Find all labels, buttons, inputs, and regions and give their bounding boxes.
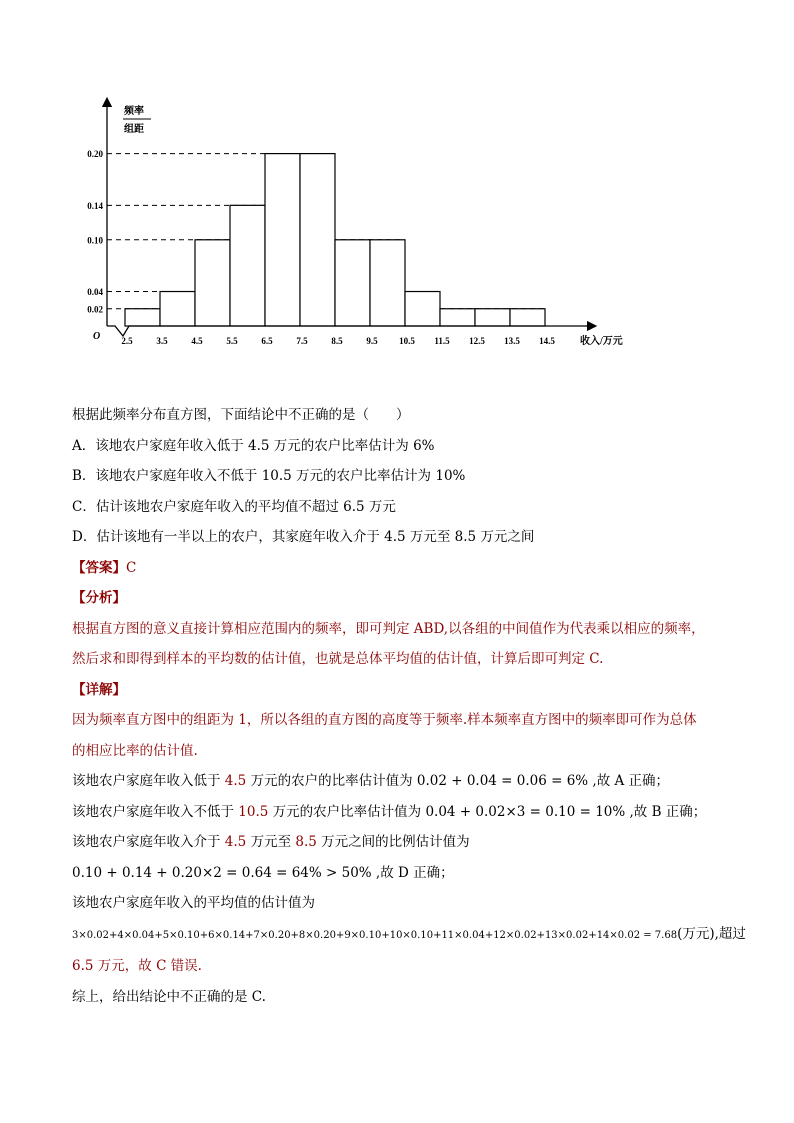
histogram-bar	[335, 240, 370, 326]
detail-d-line	[72, 827, 732, 858]
histogram-bar	[405, 292, 440, 326]
x-tick-label: 12.5	[469, 336, 485, 346]
x-tick-label: 10.5	[399, 336, 415, 346]
detail-intro-1: 因为频率直方图中的组距为 1，所以各组的直方图的高度等于频率.样本频率直方图中的频率即可作为总体	[72, 712, 697, 728]
analysis-line-1: 根据直方图的意义直接计算相应范围内的频率，即可判定 ABD,以各组的中间值作为代表乘以相应的频率，	[72, 620, 705, 637]
detail-b-pre: 该地农户家庭年收入不低于	[72, 803, 239, 820]
option-d: D．估计该地有一半以上的农户，其家庭年收入介于 4.5 万元至 8.5 万元之间	[72, 529, 535, 545]
question-content	[72, 400, 746, 1012]
detail-mean-tail: ,超过	[714, 925, 746, 942]
answer-value: C	[126, 559, 137, 576]
detail-b-line	[72, 797, 732, 828]
detail-d-num1: 4.5	[224, 834, 247, 850]
x-tick-label: 3.5	[156, 336, 168, 346]
histogram-bar	[300, 154, 335, 326]
answer-line	[72, 553, 732, 584]
y-label-bottom: 组距	[124, 124, 144, 135]
histogram-bar	[230, 205, 265, 326]
detail-c-tail: 万元，故 C 错误.	[93, 958, 202, 974]
detail-mean-unit: (万元)	[677, 925, 715, 942]
x-tick-label: 11.5	[434, 336, 450, 346]
histogram-bar	[160, 292, 195, 326]
detail-tag-line	[72, 675, 732, 706]
histogram-bar	[510, 309, 545, 326]
analysis-line-2: 然后求和即得到样本的平均数的估计值，也就是总体平均值的估计值，计算后即可判定 C.	[72, 651, 604, 667]
detail-tag: 【详解】	[72, 681, 126, 698]
histogram-bar	[265, 154, 300, 326]
histogram-bar	[370, 240, 405, 326]
histogram-bar	[440, 309, 475, 326]
option-b: B．该地农户家庭年收入不低于 10.5 万元的农户比率估计为 10%	[72, 468, 466, 484]
origin-label: O	[93, 331, 101, 342]
answer-tag: 【答案】	[72, 559, 126, 576]
detail-mean-formula: 3×0.02+4×0.04+5×0.10+6×0.14+7×0.20+8×0.20+9×0.10+10×0.10+11×0.04+12×0.02+13×0.02+14×0.02 = 7.68	[72, 929, 678, 941]
y-tick-label: 0.14	[87, 200, 103, 211]
detail-a-line	[72, 766, 732, 797]
question-stem: 根据此频率分布直方图，下面结论中不正确的是（ ）	[72, 407, 410, 423]
detail-a-mid: 万元的农户的比率估计值为 0.02 + 0.04 = 0.06 = 6% ,故 A 正确；	[246, 773, 670, 789]
detail-a-num: 4.5	[224, 773, 247, 789]
x-tick-label: 5.5	[226, 336, 238, 346]
analysis-tag: 【分析】	[72, 590, 126, 606]
histogram-bar	[475, 309, 510, 326]
option-c: C．估计该地农户家庭年收入的平均值不超过 6.5 万元	[72, 498, 396, 515]
detail-a-pre: 该地农户家庭年收入低于	[72, 773, 225, 789]
x-tick-label: 6.5	[261, 336, 273, 346]
histogram-bar	[125, 309, 160, 326]
y-tick-label: 0.10	[87, 235, 103, 246]
detail-d-mid2: 万元之间的比例估计值为	[316, 834, 470, 850]
x-tick-label: 7.5	[296, 336, 308, 346]
detail-d-num2: 8.5	[295, 834, 317, 850]
histogram-bar	[195, 240, 230, 326]
histogram-chart	[80, 92, 640, 357]
y-label-top: 频率	[124, 106, 144, 117]
x-tick-label: 13.5	[504, 336, 520, 346]
x-axis-label: 收入/万元	[580, 336, 623, 347]
analysis-tag-line	[72, 583, 732, 614]
detail-b-mid: 万元的农户比率估计值为 0.04 + 0.02×3 = 0.10 = 10% ,故 B 正确；	[268, 803, 707, 820]
x-tick-label: 8.5	[331, 336, 343, 346]
x-tick-label: 9.5	[366, 336, 378, 346]
x-axis	[107, 326, 585, 336]
x-tick-label: 2.5	[121, 336, 133, 346]
detail-d-formula: 0.10 + 0.14 + 0.20×2 = 0.64 = 64% > 50% ,故 D 正确；	[72, 864, 454, 881]
detail-c-line	[72, 951, 732, 982]
x-tick-label: 14.5	[539, 336, 555, 346]
detail-b-num: 10.5	[238, 803, 269, 820]
detail-conclusion: 综上，给出结论中不正确的是 C.	[72, 988, 266, 1005]
y-tick-label: 0.02	[87, 304, 103, 315]
detail-intro-2: 的相应比率的估计值.	[72, 742, 198, 759]
option-a: A．该地农户家庭年收入低于 4.5 万元的农户比率估计为 6%	[72, 437, 435, 454]
y-tick-label: 0.04	[87, 287, 103, 298]
detail-mean-intro: 该地农户家庭年收入的平均值的估计值为	[72, 895, 315, 911]
detail-d-pre: 该地农户家庭年收入介于	[72, 834, 225, 850]
detail-mean-line	[72, 919, 746, 952]
detail-c-num: 6.5	[72, 958, 94, 974]
y-tick-label: 0.20	[87, 149, 103, 160]
x-tick-label: 4.5	[191, 336, 203, 346]
detail-d-mid1: 万元至	[246, 834, 296, 850]
